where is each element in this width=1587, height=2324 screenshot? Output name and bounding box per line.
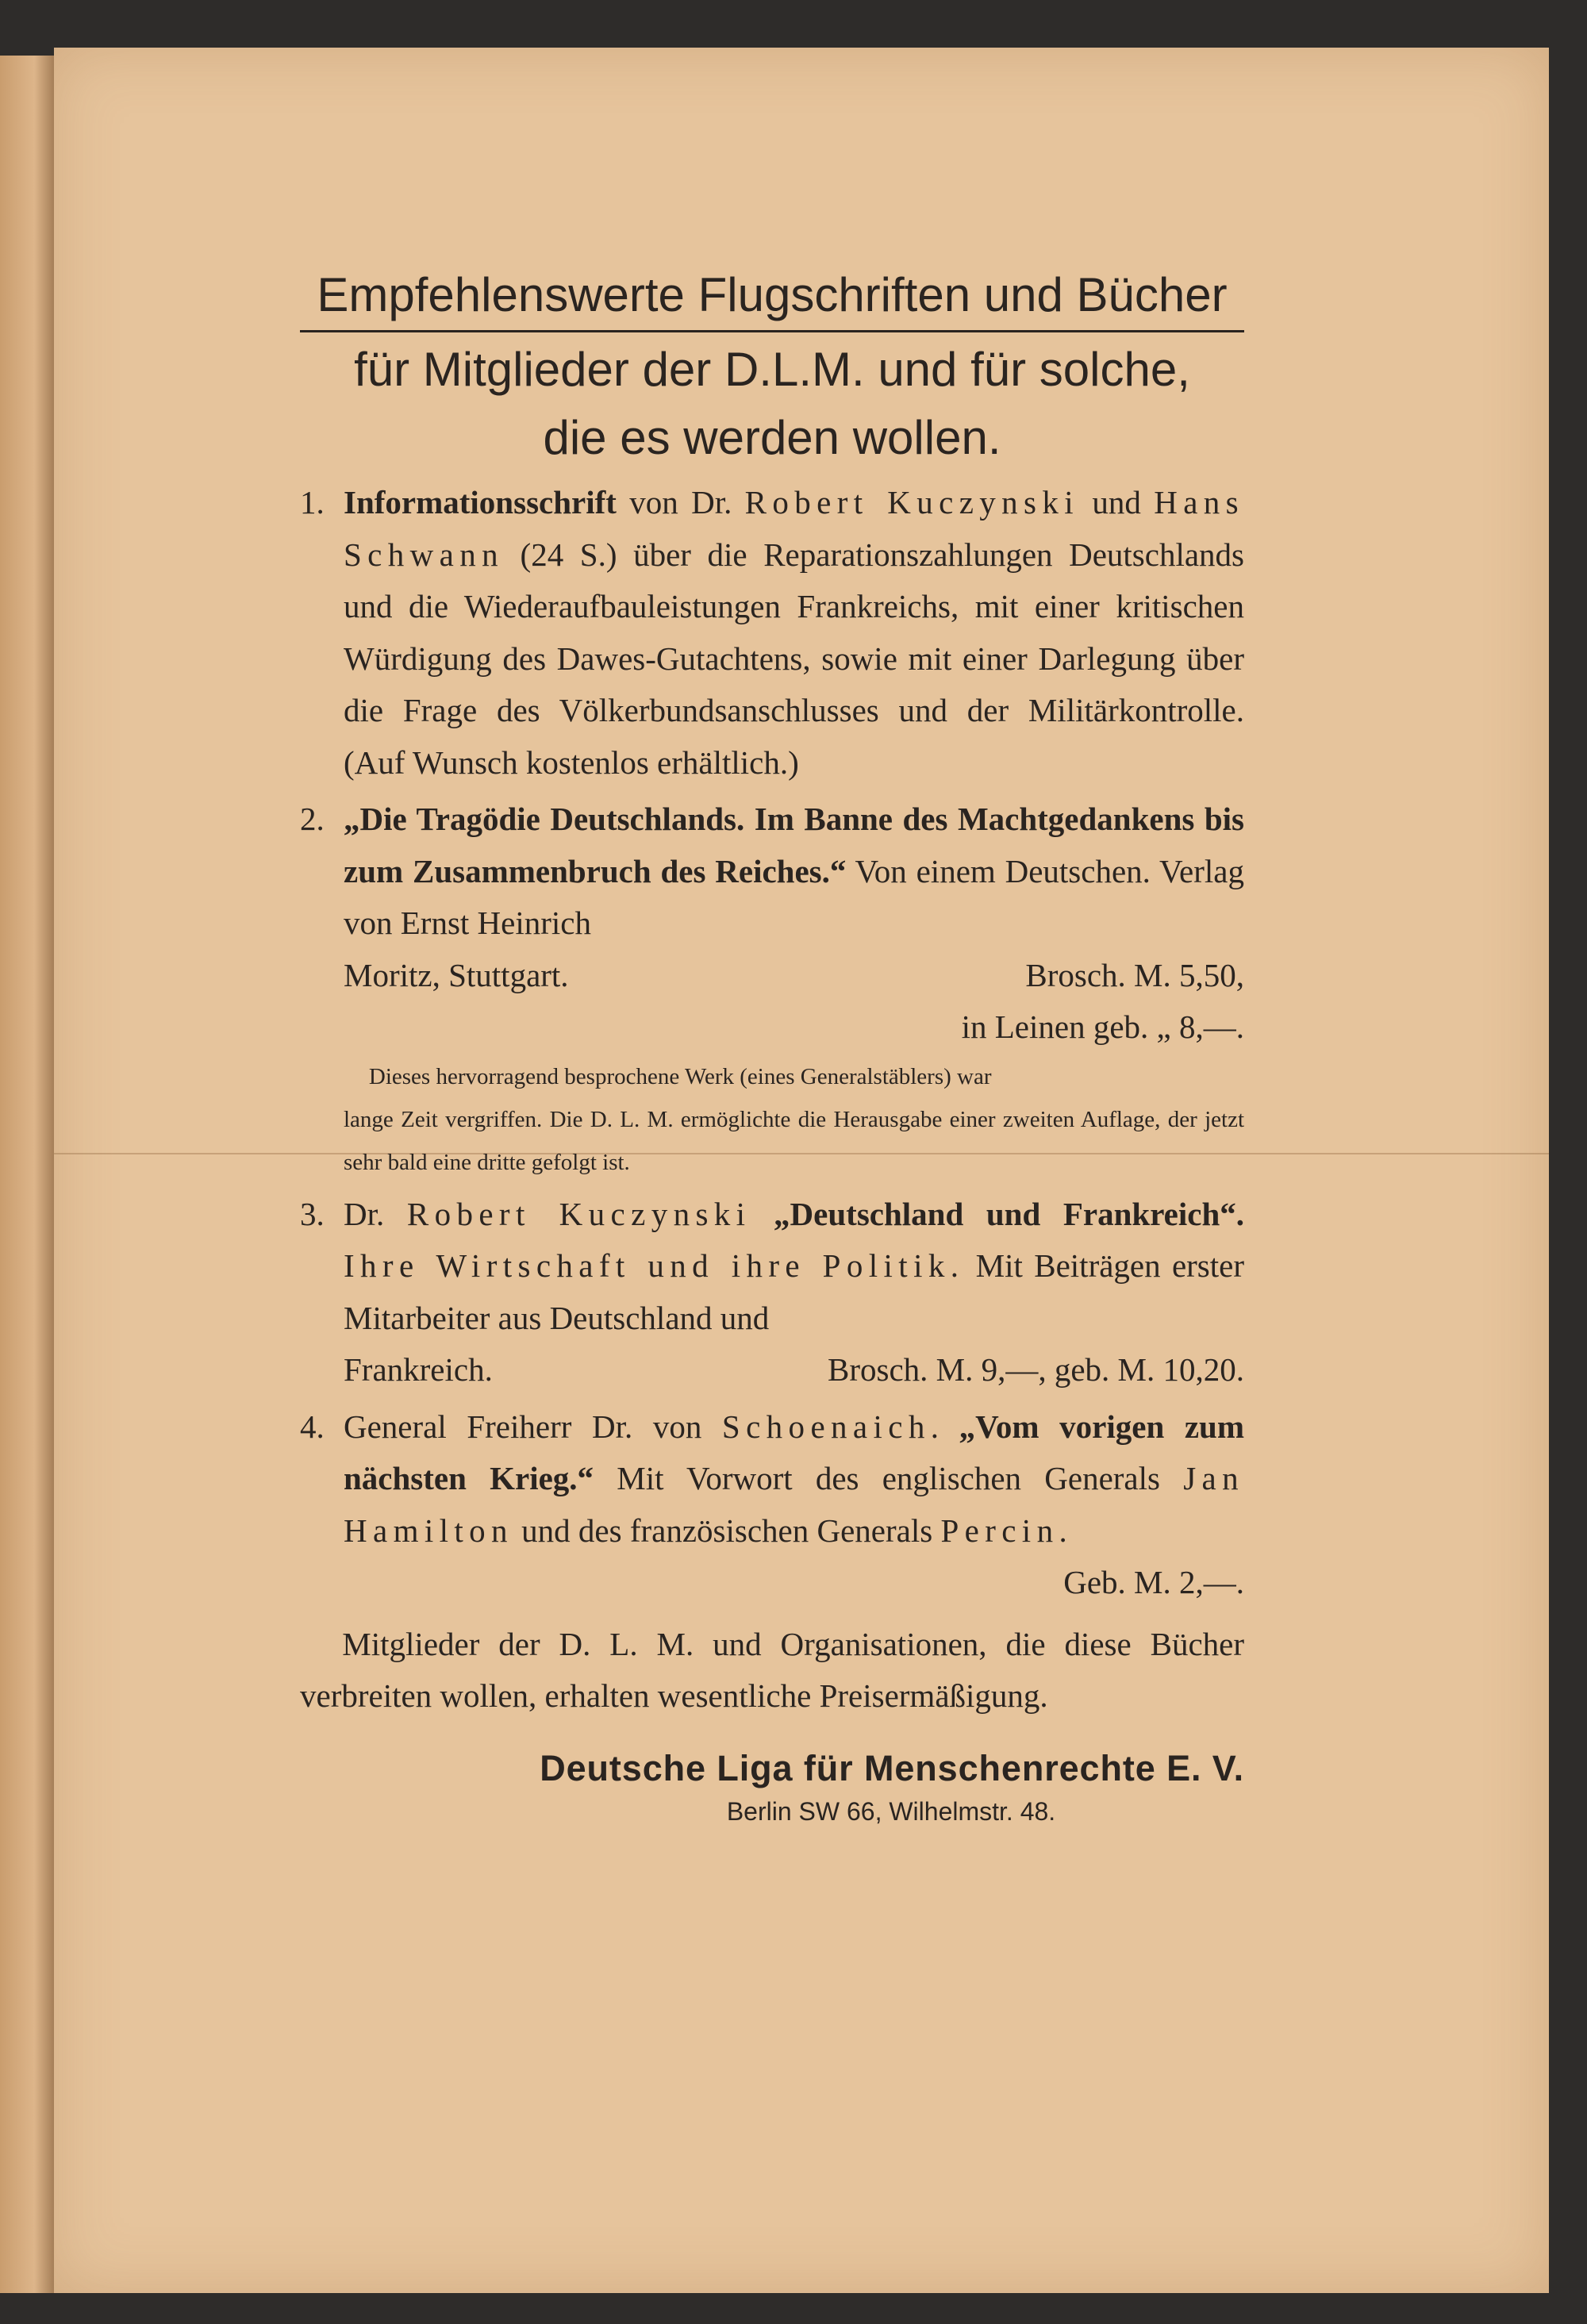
- page-content: [300, 262, 1244, 1830]
- closing-text: .: [1039, 1677, 1048, 1714]
- item-text: und des französischen Generals: [513, 1512, 941, 1549]
- item-title: „Die Tragödie Deutschlands. Im Banne des Machtgedankens bis zum Zusammenbruch des Reiches.“: [344, 801, 1244, 889]
- list-item-2: [300, 793, 1244, 1054]
- title-line-1: Empfehlenswerte Flugschriften und Bücher: [300, 262, 1244, 332]
- item-body: [344, 477, 1244, 789]
- previous-page-edge: [0, 56, 57, 2293]
- closing-text: Mitglieder der D. L. M. und Organisationen, die diese Bücher verbreiten wollen, erhalten wesentliche Preisermäßigung: [300, 1625, 1244, 1714]
- price: Brosch. M. 9,—, geb. M. 10,20.: [827, 1351, 1244, 1388]
- title-line-2: für Mitglieder der D.L.M. und für solche,: [354, 343, 1190, 396]
- note-line-1: Dieses hervorragend besprochene Werk (eines Generalstäblers) war: [368, 1063, 992, 1089]
- item-number: 1.: [300, 484, 325, 520]
- item-number: 2.: [300, 801, 325, 837]
- price: Geb. M. 2,—.: [1063, 1564, 1244, 1600]
- item-text: (24 S.) über die Reparationszahlungen Deutschlands und die Wiederaufbauleistungen Frankreichs, mit einer kritischen Würdigung des Dawes-Gutachtens, sowie mit einer Darlegung über die Frage des Völkerbundsanschlusses und der Militärkontrolle. (Auf Wunsch kostenlos erhältlich.): [344, 536, 1244, 781]
- price-paperback: Brosch. M. 5,50,: [1025, 956, 1244, 993]
- author-name: Hans Schwann: [344, 484, 1244, 573]
- organization-address: Berlin SW 66, Wilhelmstr. 48.: [726, 1796, 1056, 1826]
- price-row: [344, 1344, 1244, 1396]
- list-item-1: [300, 477, 1244, 789]
- item-number: 4.: [300, 1408, 325, 1445]
- item-body: [344, 793, 1244, 1054]
- author-name: Schoenaich: [721, 1408, 931, 1445]
- item-number: 3.: [300, 1195, 325, 1232]
- note-line-2: lange Zeit vergriffen. Die D. L. M. ermöglichte die Herausgabe einer zweiten Auflage, der jetzt sehr bald eine dritte gefolgt ist.: [344, 1106, 1244, 1175]
- item-text: und: [1079, 484, 1155, 520]
- item-title: „Vom vorigen zum nächsten Krieg.“: [344, 1408, 1244, 1496]
- item-text: .: [1059, 1512, 1067, 1549]
- person-name: Jan Hamilton: [344, 1460, 1244, 1549]
- publisher: Moritz, Stuttgart.: [344, 956, 569, 993]
- list-item-4: [300, 1401, 1244, 1609]
- item-text: Von einem Deutschen. Verlag von Ernst Heinrich: [344, 852, 1244, 941]
- price-row: [344, 950, 1244, 1002]
- document-header: [300, 262, 1244, 472]
- item-title: „Deutschland und Frankreich“.: [751, 1195, 1245, 1232]
- item-text: von Dr.: [616, 484, 745, 520]
- item-title: Informationsschrift: [344, 484, 617, 520]
- item-text: General Freiherr Dr. von: [344, 1408, 722, 1445]
- item-body: [344, 1189, 1244, 1396]
- person-name: Percin: [940, 1512, 1059, 1549]
- list-item-3: [300, 1189, 1244, 1396]
- author-name: Robert Kuczynski: [744, 484, 1080, 520]
- price-hardcover: in Leinen geb. „ 8,—.: [961, 1008, 1244, 1045]
- organization-name: Deutsche Liga für Menschenrechte E. V.: [540, 1747, 1244, 1788]
- author-name: Robert Kuczynski: [406, 1195, 751, 1232]
- item-text: .: [930, 1408, 959, 1445]
- item-text: Mit Beiträgen erster Mitarbeiter aus Deutschland und: [344, 1247, 1244, 1336]
- title-line-3: die es werden wollen.: [543, 411, 1001, 464]
- item-text: Dr.: [344, 1195, 407, 1232]
- closing-paragraph: [300, 1619, 1244, 1723]
- item-text: Mit Vorwort des englischen Generals: [594, 1460, 1184, 1496]
- item-text: Frankreich.: [344, 1351, 493, 1388]
- item-note: [344, 1055, 1244, 1184]
- item-subtitle: Ihre Wirtschaft und ihre Politik.: [344, 1247, 965, 1284]
- document-page: [54, 48, 1549, 2293]
- item-body: [344, 1401, 1244, 1609]
